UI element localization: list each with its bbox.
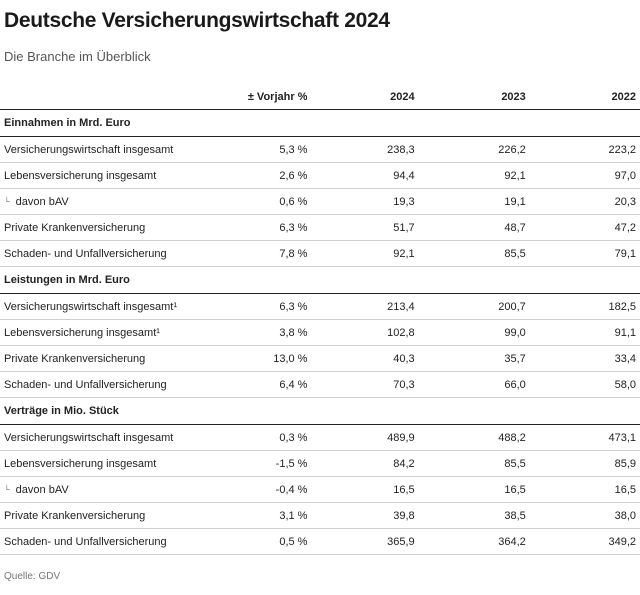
row-label: [0, 451, 220, 477]
sub-item-marker-icon: └: [4, 484, 10, 494]
column-header-label: [0, 84, 220, 110]
cell-change: 7,8 %: [220, 241, 307, 267]
row-label: [0, 241, 220, 267]
cell-2024: 51,7: [307, 215, 414, 241]
cell-2023: 85,5: [415, 241, 526, 267]
row-label-text: Schaden- und Unfallversicherung: [4, 378, 167, 391]
cell-2022: 33,4: [526, 346, 640, 372]
cell-2024: 102,8: [307, 320, 414, 346]
cell-2024: 94,4: [307, 163, 414, 189]
row-label: [0, 346, 220, 372]
table-row: [0, 294, 640, 320]
row-label: [0, 294, 220, 320]
cell-2024: 489,9: [307, 425, 414, 451]
row-label-text: Lebensversicherung insgesamt: [4, 457, 157, 470]
cell-2023: 488,2: [415, 425, 526, 451]
cell-2023: 66,0: [415, 372, 526, 398]
page-title: Deutsche Versicherungswirtschaft 2024: [4, 9, 390, 32]
cell-2024: 70,3: [307, 372, 414, 398]
column-header-2024: 2024: [307, 84, 414, 110]
row-label-text: davon bAV: [15, 195, 69, 208]
cell-change: 3,1 %: [220, 503, 307, 529]
column-header-2023: 2023: [415, 84, 526, 110]
cell-2022: 182,5: [526, 294, 640, 320]
table-row: [0, 241, 640, 267]
row-label-text: Versicherungswirtschaft insgesamt: [4, 431, 174, 444]
column-header-change: ± Vorjahr %: [220, 84, 307, 110]
row-label: [0, 215, 220, 241]
row-label-text: Private Krankenversicherung: [4, 509, 146, 522]
section-header-row: [0, 110, 640, 137]
cell-2023: 92,1: [415, 163, 526, 189]
row-label-text: Schaden- und Unfallversicherung: [4, 247, 167, 260]
row-label-text: Versicherungswirtschaft insgesamt: [4, 143, 174, 156]
cell-change: 6,3 %: [220, 215, 307, 241]
cell-2023: 35,7: [415, 346, 526, 372]
table-row: [0, 451, 640, 477]
cell-2022: 20,3: [526, 189, 640, 215]
page-subtitle: Die Branche im Überblick: [4, 49, 151, 64]
cell-2022: 349,2: [526, 529, 640, 555]
cell-change: 0,5 %: [220, 529, 307, 555]
cell-change: -1,5 %: [220, 451, 307, 477]
cell-change: 0,6 %: [220, 189, 307, 215]
cell-2022: 85,9: [526, 451, 640, 477]
cell-change: 13,0 %: [220, 346, 307, 372]
row-label: [0, 320, 220, 346]
row-label-text: Versicherungswirtschaft insgesamt¹: [4, 300, 178, 313]
row-label: [0, 163, 220, 189]
cell-2022: 223,2: [526, 137, 640, 163]
row-label: [0, 189, 220, 215]
table-row: [0, 320, 640, 346]
cell-2024: 213,4: [307, 294, 414, 320]
table-row: [0, 503, 640, 529]
cell-2022: 473,1: [526, 425, 640, 451]
cell-2024: 84,2: [307, 451, 414, 477]
column-header-2022: 2022: [526, 84, 640, 110]
cell-change: 3,8 %: [220, 320, 307, 346]
cell-2023: 200,7: [415, 294, 526, 320]
cell-2022: 47,2: [526, 215, 640, 241]
row-label: [0, 372, 220, 398]
table-row: [0, 425, 640, 451]
table-row: [0, 529, 640, 555]
section-heading: Leistungen in Mrd. Euro: [0, 267, 640, 294]
row-label-text: Schaden- und Unfallversicherung: [4, 535, 167, 548]
cell-change: 2,6 %: [220, 163, 307, 189]
table-row: [0, 215, 640, 241]
table-row: [0, 477, 640, 503]
cell-2023: 48,7: [415, 215, 526, 241]
table-header-row: [0, 84, 640, 110]
row-label: [0, 503, 220, 529]
cell-2024: 238,3: [307, 137, 414, 163]
table-row: [0, 346, 640, 372]
cell-2023: 19,1: [415, 189, 526, 215]
cell-change: 6,4 %: [220, 372, 307, 398]
cell-2022: 38,0: [526, 503, 640, 529]
row-label: [0, 137, 220, 163]
cell-2022: 58,0: [526, 372, 640, 398]
cell-2023: 99,0: [415, 320, 526, 346]
cell-change: 5,3 %: [220, 137, 307, 163]
cell-2022: 79,1: [526, 241, 640, 267]
row-label-text: Private Krankenversicherung: [4, 221, 146, 234]
row-label: [0, 425, 220, 451]
cell-2024: 40,3: [307, 346, 414, 372]
row-label: [0, 529, 220, 555]
section-header-row: [0, 267, 640, 294]
cell-2023: 38,5: [415, 503, 526, 529]
row-label-text: Lebensversicherung insgesamt: [4, 169, 157, 182]
row-label-text: Private Krankenversicherung: [4, 352, 146, 365]
row-label-text: davon bAV: [15, 483, 69, 496]
cell-2022: 97,0: [526, 163, 640, 189]
table-row: [0, 372, 640, 398]
table-row: [0, 163, 640, 189]
table-body: [0, 110, 640, 555]
cell-change: -0,4 %: [220, 477, 307, 503]
cell-2024: 92,1: [307, 241, 414, 267]
source-note: Quelle: GDV: [4, 571, 61, 582]
cell-2023: 16,5: [415, 477, 526, 503]
section-heading: Verträge in Mio. Stück: [0, 398, 640, 425]
row-label: [0, 477, 220, 503]
cell-2023: 85,5: [415, 451, 526, 477]
cell-2022: 91,1: [526, 320, 640, 346]
cell-2023: 364,2: [415, 529, 526, 555]
section-header-row: [0, 398, 640, 425]
insurance-table: [0, 84, 640, 555]
cell-2024: 16,5: [307, 477, 414, 503]
table-row: [0, 189, 640, 215]
cell-2023: 226,2: [415, 137, 526, 163]
cell-2024: 365,9: [307, 529, 414, 555]
cell-change: 0,3 %: [220, 425, 307, 451]
sub-item-marker-icon: └: [4, 196, 10, 206]
cell-2024: 39,8: [307, 503, 414, 529]
cell-change: 6,3 %: [220, 294, 307, 320]
table-row: [0, 137, 640, 163]
cell-2022: 16,5: [526, 477, 640, 503]
cell-2024: 19,3: [307, 189, 414, 215]
section-heading: Einnahmen in Mrd. Euro: [0, 110, 640, 137]
row-label-text: Lebensversicherung insgesamt¹: [4, 326, 160, 339]
